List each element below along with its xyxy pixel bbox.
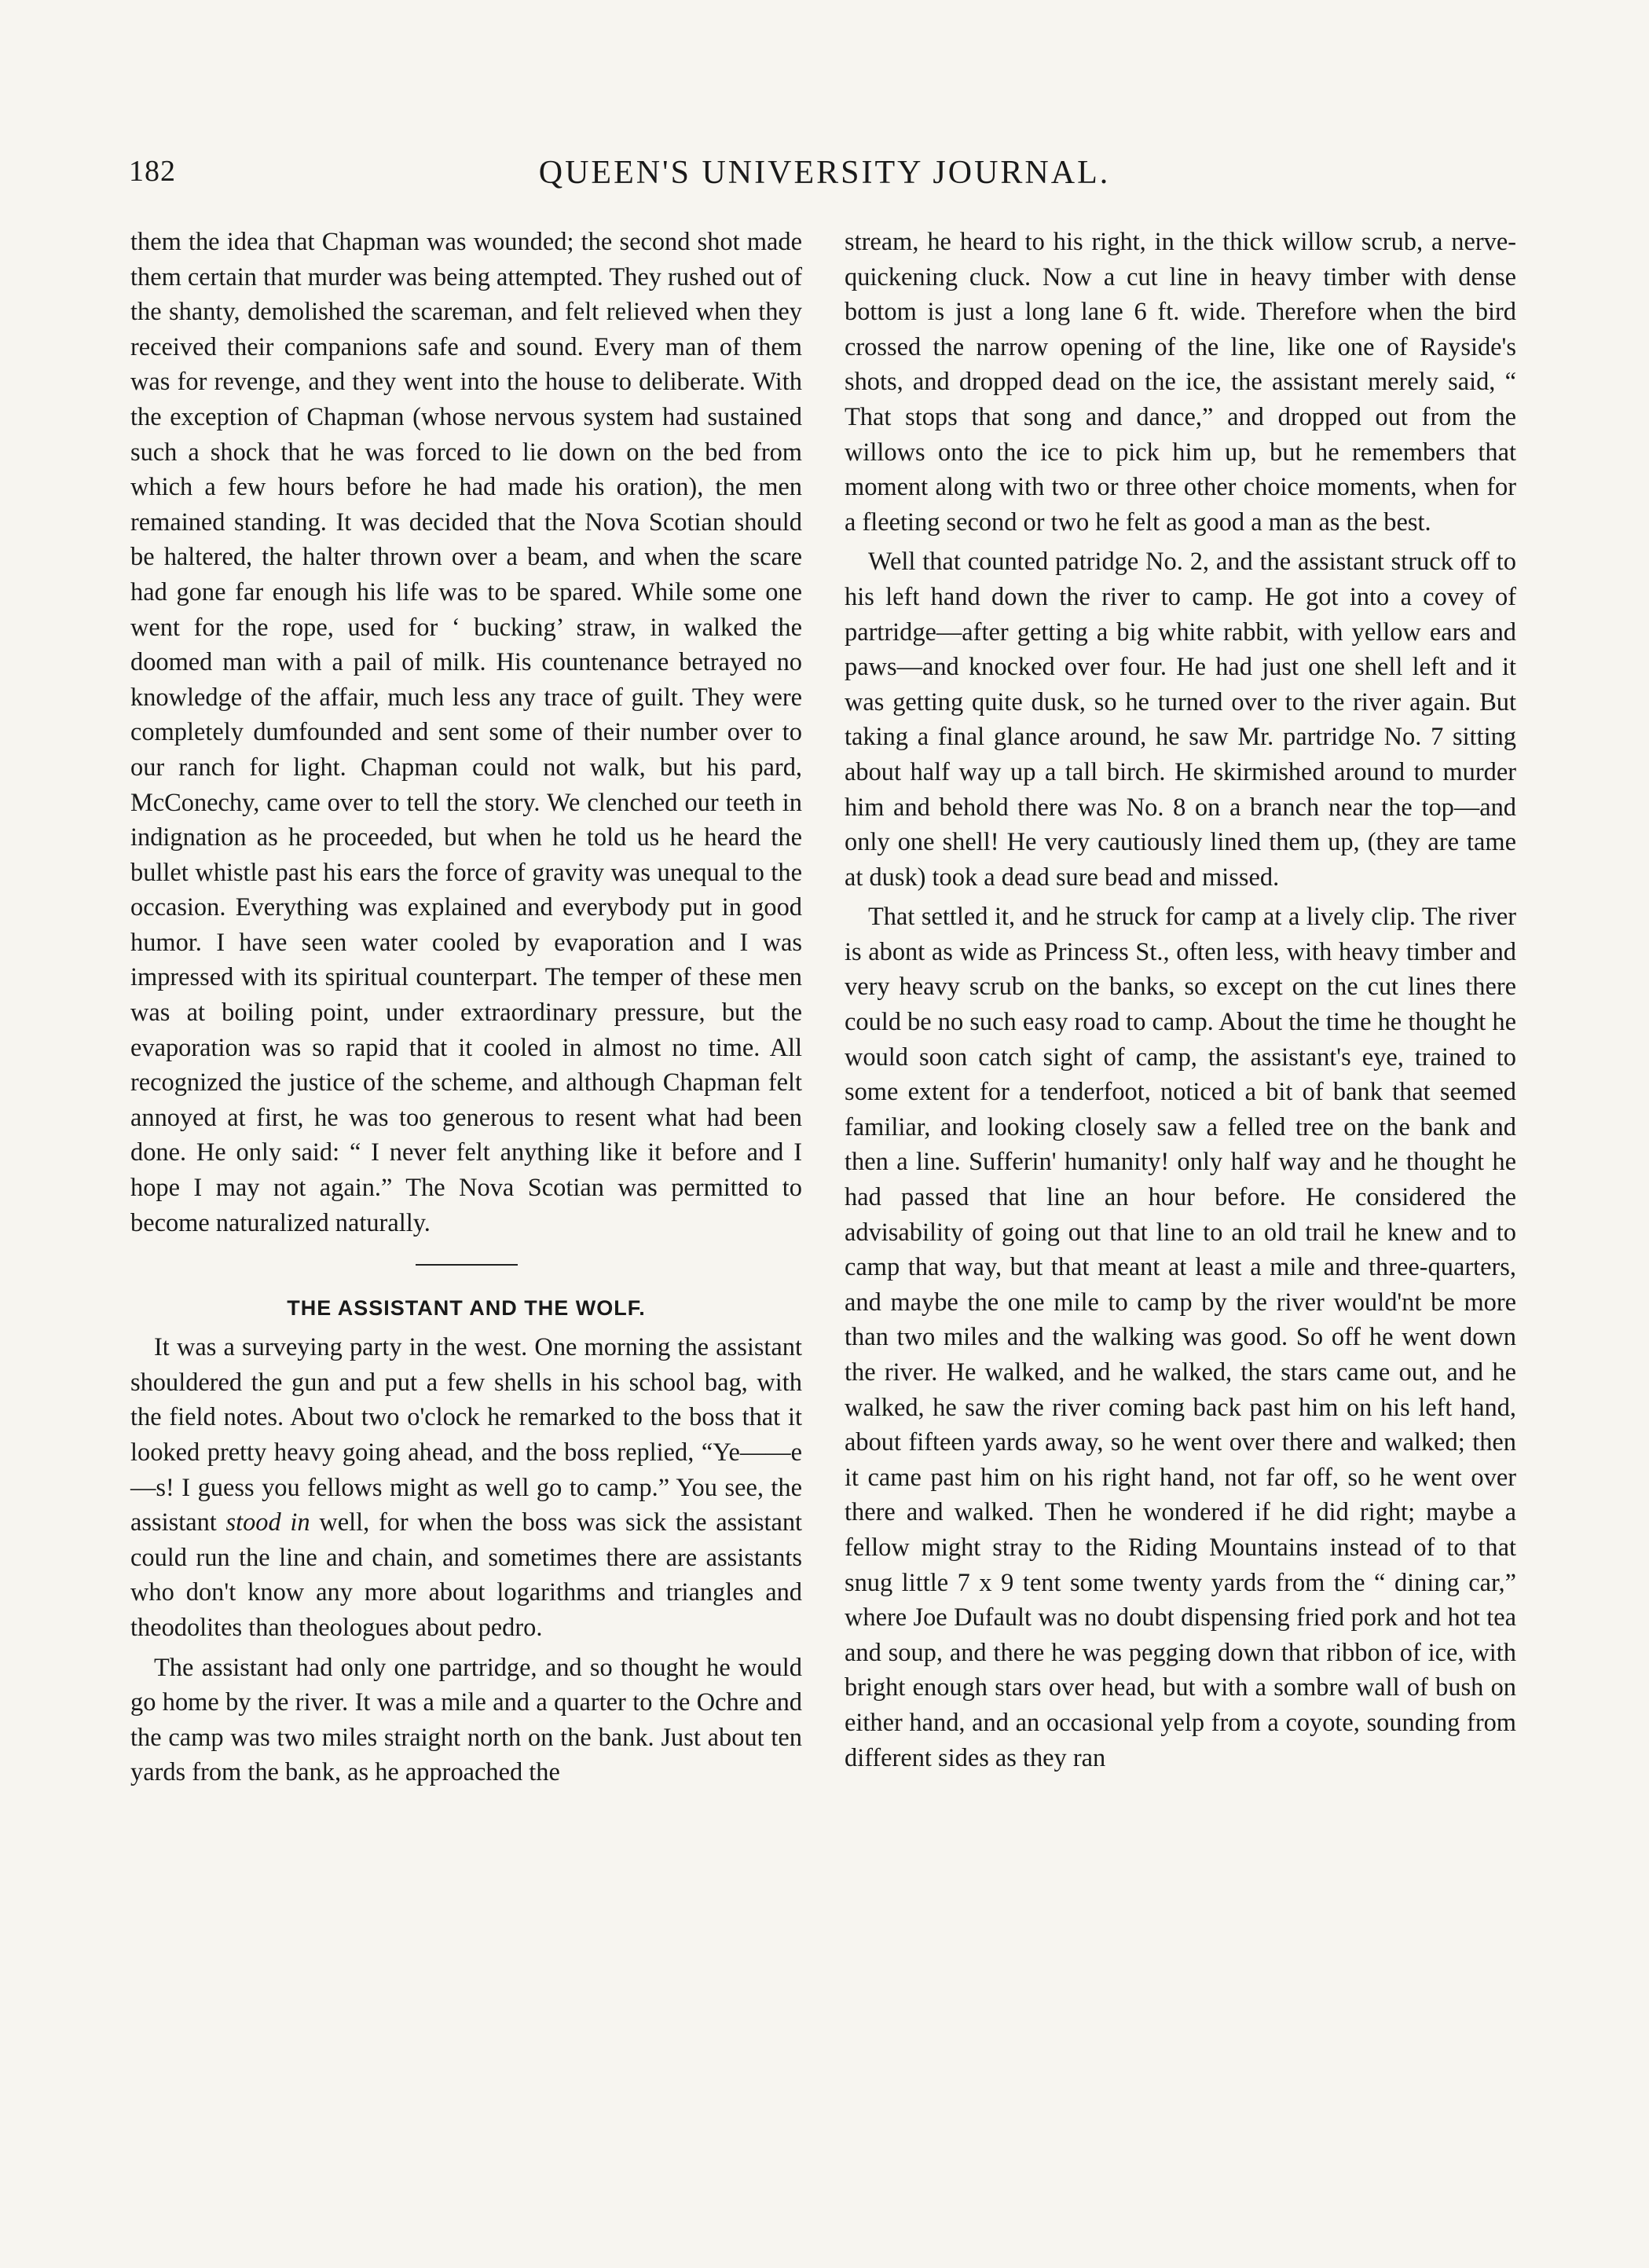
left-paragraph-2-text-b: well, for when the boss was sick the assistant could run the line and chain, and sometimes there are assistants who don't know any more about logarithms and triangles and theodolites than theologues about pedro. bbox=[130, 1508, 803, 1642]
right-paragraph-1: stream, he heard to his right, in the thick willow scrub, a nerve-quickening cluck. Now a cut line in heavy timber with dense bottom is just a long lane 6 ft. wide. Therefore when the bird crossed the narrow opening of the line, like one of Rayside's shots, and dropped dead on the ice, the assistant merely said, “ That stops that song and dance,” and dropped out from the willows onto the ice to pick him up, but he remembers that moment along with two or three other choice moments, when for a fleeting second or two he felt as good a man as the best. bbox=[845, 228, 1516, 537]
left-column bbox=[130, 225, 802, 1790]
left-paragraph-2-text-a: It was a surveying party in the west. One morning the assistant shouldered the gun and put a few shells in his school bag, with the field notes. About two o'clock he remarked to the boss that it looked pretty heavy going ahead, and the boss replied, “Ye——e—s! I guess you fellows might as well go to camp.” You see, the assistant bbox=[130, 1333, 802, 1537]
left-paragraph-2-italic: stood in bbox=[225, 1508, 310, 1537]
left-paragraph-2 bbox=[130, 1330, 802, 1645]
page-header bbox=[0, 154, 1649, 198]
section-divider bbox=[416, 1264, 518, 1266]
left-paragraph-3: The assistant had only one partridge, and so thought he would go home by the river. It was a mile and a quarter to the Ochre and the camp was two miles straight north on the bank. Just about ten yards from the bank, as he approached the bbox=[130, 1653, 802, 1787]
running-head: QUEEN'S UNIVERSITY JOURNAL. bbox=[538, 155, 1111, 191]
right-paragraph-3: That settled it, and he struck for camp at a lively clip. The river is abont as wide as Princess St., often less, with heavy timber and very heavy scrub on the banks, so except on the cut lines there could be no such easy road to camp. About the time he thought he would soon catch sight of camp, the assistant's eye, trained to some extent for a tenderfoot, noticed a bit of bank that seemed familiar, and looking closely saw a felled tree on the bank and then a line. Sufferin' humanity! only half way and he thought he had passed that line an hour before. He considered the advisability of going out that line to an old trail he knew and to camp that way, but that meant at least a mile and three-quarters, and maybe the one mile to camp by the river would'nt be more than two miles and the walking was good. So off he went down the river. He walked, and he walked, the stars came out, and he walked, he saw the river coming back past him on his left hand, about fifteen yards away, so he went over there and walked; then it came past him on his right hand, not far off, so he went over there and walked. Then he wondered if he did right; maybe a fellow might stray to the Riding Mountains instead of to that snug little 7 x 9 tent some twenty yards from the “ dining car,” where Joe Dufault was no doubt dispensing fried pork and hot tea and soup, and there he was pegging down that ribbon of ice, with bright enough stars over head, but with a sombre wall of bush on either hand, and an occasional yelp from a coyote, sounding from different sides as they ran bbox=[845, 903, 1516, 1772]
right-paragraph-2: Well that counted patridge No. 2, and the assistant struck off to his left hand down the river to camp. He got into a covey of partridge—after getting a big white rabbit, with yellow ears and paws—and knocked over four. He had just one shell left and it was getting quite dusk, so he turned over to the river again. But taking a final glance around, he saw Mr. partridge No. 7 sitting about half way up a tall birch. He skirmished around to murder him and behold there was No. 8 on a branch near the top—and only one shell! He very cautiously lined them up, (they are tame at dusk) took a dead sure bead and missed. bbox=[845, 548, 1516, 892]
section-heading: THE ASSISTANT AND THE WOLF. bbox=[287, 1296, 646, 1321]
right-column bbox=[845, 225, 1516, 1775]
page-number: 182 bbox=[129, 155, 176, 188]
left-paragraph-1: them the idea that Chapman was wounded; the second shot made them certain that murder was being attempted. They rushed out of the shanty, demolished the scareman, and felt relieved when they received their companions safe and sound. Every man of them was for revenge, and they went into the house to deliberate. With the exception of Chapman (whose nervous system had sustained such a shock that he was forced to lie down on the bed from which a few hours before he had made his oration), the men remained standing. It was decided that the Nova Scotian should be haltered, the halter thrown over a beam, and when the scare had gone far enough his life was to be spared. While some one went for the rope, used for ‘ bucking’ straw, in walked the doomed man with a pail of milk. His countenance betrayed no knowledge of the affair, much less any trace of guilt. They were completely dumfounded and sent some of their number over to our ranch for light. Chapman could not walk, but his pard, McConechy, came over to tell the story. We clenched our teeth in indignation as he proceeded, but when he told us he heard the bullet whistle past his ears the force of gravity was unequal to the occasion. Everything was explained and everybody put in good humor. I have seen water cooled by evaporation and I was impressed with its spiritual counterpart. The temper of these men was at boiling point, under extraordinary pressure, but the evaporation was so rapid that it cooled in almost no time. All recognized the justice of the scheme, and although Chapman felt annoyed at first, he was too generous to resent what had been done. He only said: “ I never felt anything like it before and I hope I may not again.” The Nova Scotian was permitted to become naturalized naturally. bbox=[130, 228, 802, 1237]
